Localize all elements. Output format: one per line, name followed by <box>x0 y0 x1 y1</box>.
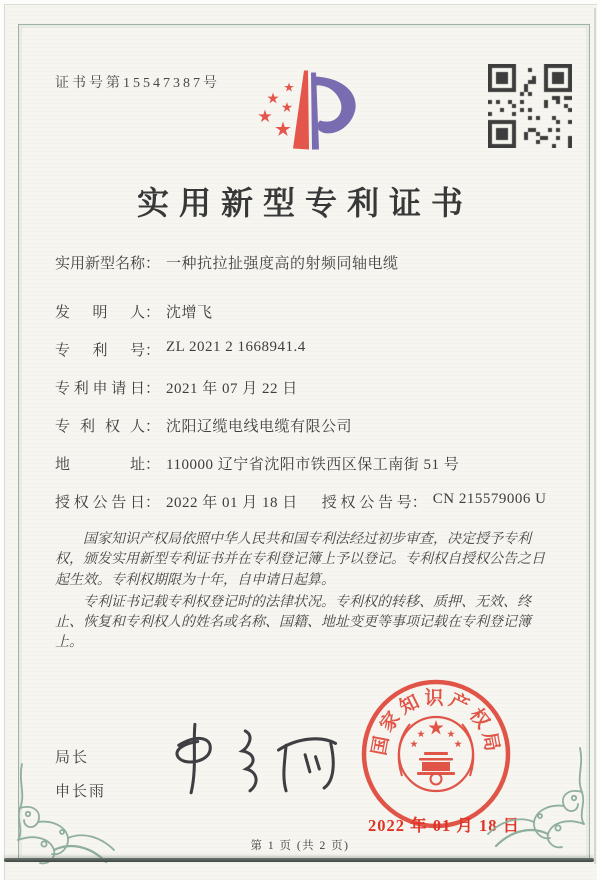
field-row-inventor <box>55 301 560 323</box>
field-row-address <box>55 453 560 475</box>
field-row-patentee <box>55 415 560 437</box>
page-number: 第 1 页 (共 2 页) <box>250 840 350 852</box>
page-right-edge <box>594 8 596 864</box>
field-value: 一种抗拉扯强度高的射频同轴电缆 <box>166 256 399 272</box>
field-label: 专利号 <box>55 343 145 359</box>
qr-code <box>488 64 572 148</box>
field-label: 授权公告日 <box>55 495 145 511</box>
legal-paragraph-2: 专利证书记载专利权登记时的法律状况。专利权的转移、质押、无效、终止、恢复和专利权人的姓名或名称、国籍、地址变更等事项记载在专利登记簿上。 <box>55 594 531 651</box>
field-group-grant-no <box>322 491 547 512</box>
field-colon: ： <box>145 256 161 272</box>
seal-text: 国家知识产权局 <box>369 687 503 757</box>
field-value: 110000 辽宁省沈阳市铁西区保工南街 51 号 <box>166 457 460 473</box>
field-label: 专利权人 <box>55 419 145 435</box>
field-value: ZL 2021 2 1668941.4 <box>166 339 306 355</box>
field-value: 2021 年 07 月 22 日 <box>166 381 298 397</box>
signer-role: 局长 <box>55 750 90 766</box>
field-value: 2022 年 01 月 18 日 <box>166 495 298 511</box>
field-value: CN 215579006 U <box>432 491 547 507</box>
field-colon: ： <box>411 495 427 511</box>
page-bottom-edge <box>4 858 594 862</box>
field-label: 实用新型名称 <box>55 256 146 272</box>
field-colon: ： <box>145 419 161 435</box>
field-row-filing-date <box>55 377 560 399</box>
corner-ornament-icon <box>8 762 126 870</box>
field-colon: ： <box>145 305 161 321</box>
signature-icon <box>155 712 345 807</box>
certificate-title: 实用新型专利证书 <box>136 185 473 221</box>
field-colon: ： <box>145 343 161 359</box>
certificate-fields <box>55 252 560 529</box>
field-row-grant <box>55 491 560 513</box>
field-label: 发明人 <box>55 305 145 321</box>
field-colon: ： <box>145 381 161 397</box>
field-label: 专利申请日 <box>55 381 145 397</box>
cnipa-logo-icon <box>238 60 368 166</box>
national-emblem-icon <box>399 717 474 791</box>
field-row-name <box>55 252 560 274</box>
field-value: 沈增飞 <box>166 305 213 321</box>
field-row-patent-no <box>55 339 560 361</box>
field-value: 沈阳辽缆电线电缆有限公司 <box>166 419 353 435</box>
field-label: 地址 <box>55 457 145 473</box>
field-colon: ： <box>145 495 161 511</box>
certificate-number: 证书号第15547387号 <box>55 76 220 91</box>
legal-paragraph-1: 国家知识产权局依照中华人民共和国专利法经过初步审查，决定授予专利权，颁发实用新型专利证书并在专利登记簿上予以登记。专利权自授权公告之日起生效。专利权期限为十年，自申请日起算。 <box>55 532 545 588</box>
field-colon: ： <box>145 457 161 473</box>
seal-date: 2022 年 01 月 18 日 <box>367 816 521 835</box>
legal-text <box>55 530 558 656</box>
field-label: 授权公告号 <box>321 495 412 511</box>
signer-name: 申长雨 <box>55 784 107 800</box>
